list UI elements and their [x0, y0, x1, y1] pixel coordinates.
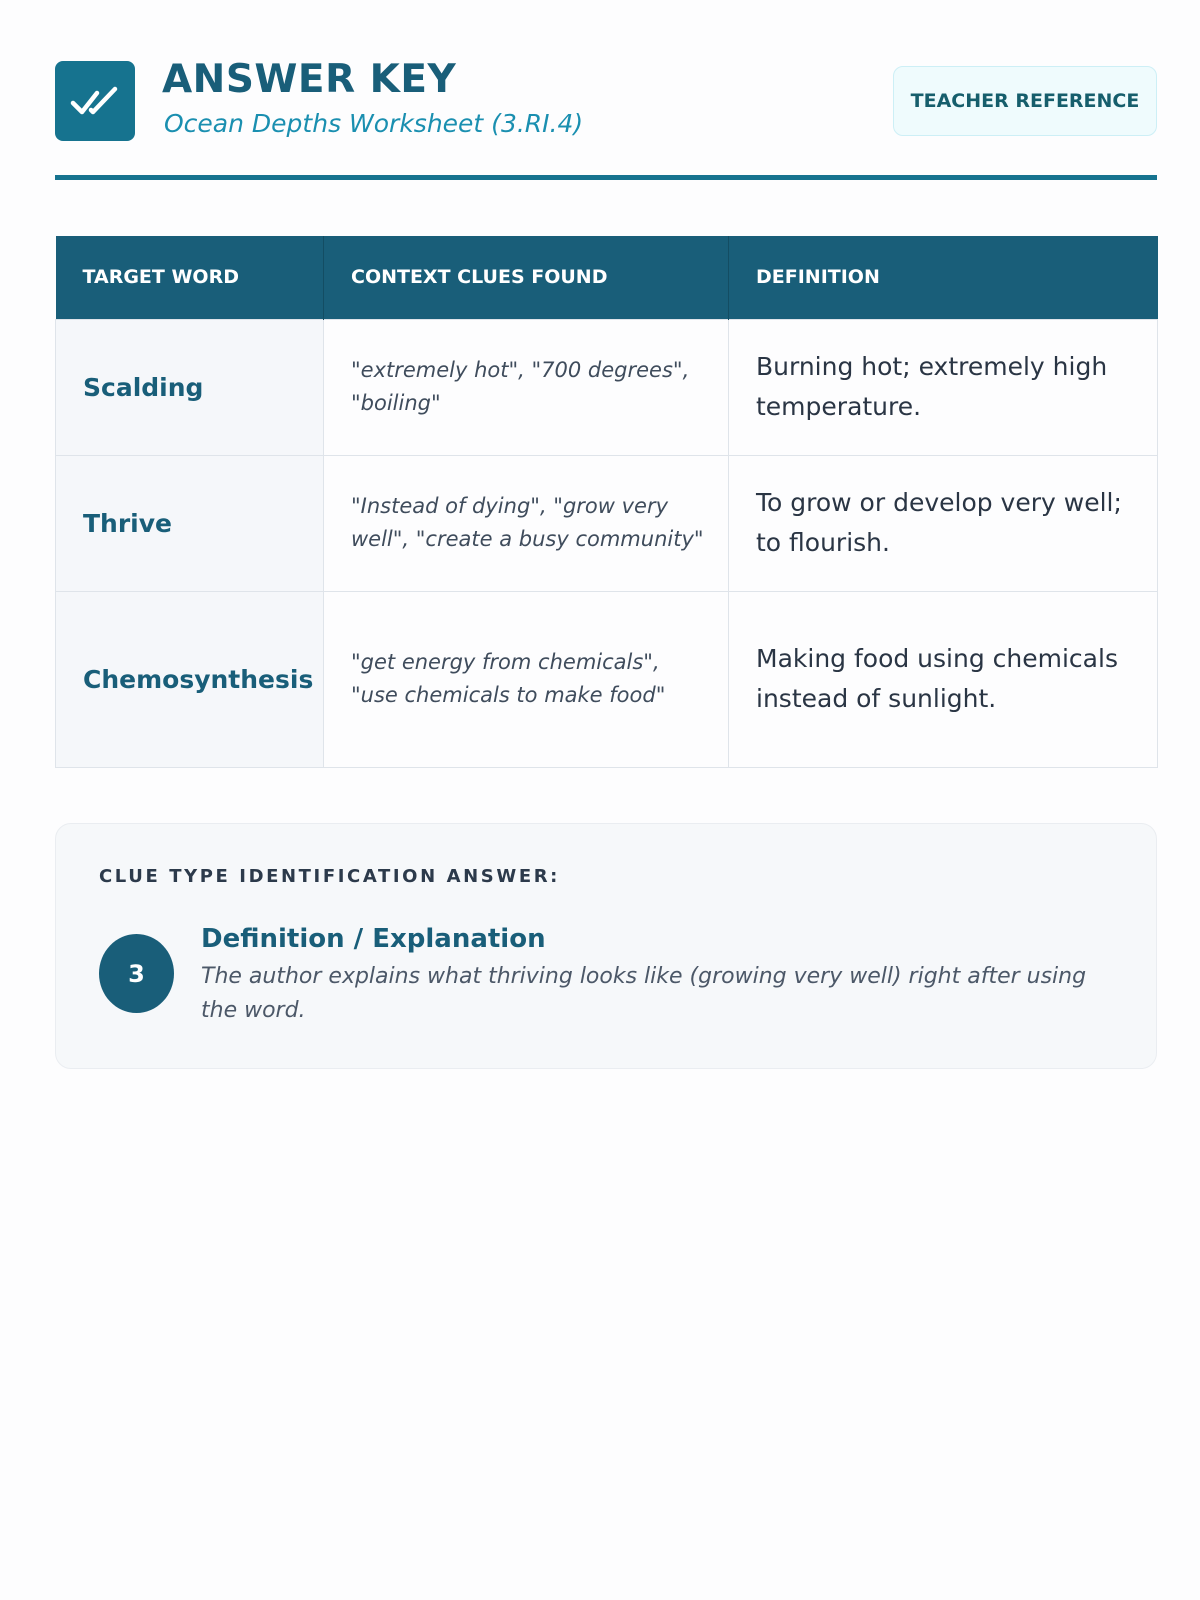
table-header-row — [56, 236, 1158, 319]
table-row — [56, 455, 1158, 591]
column-header-definition: DEFINITION — [729, 236, 1158, 319]
table-row — [56, 319, 1158, 455]
context-clues-cell: "extremely hot", "700 degrees", "boiling" — [324, 319, 729, 455]
definition-cell: Making food using chemicals instead of sunlight. — [729, 591, 1158, 767]
definition-cell: To grow or develop very well; to flourish. — [729, 455, 1158, 591]
double-check-icon — [55, 61, 135, 141]
target-word-cell: Thrive — [56, 455, 324, 591]
context-clues-cell: "Instead of dying", "grow very well", "create a busy community" — [324, 455, 729, 591]
context-clues-cell: "get energy from chemicals", "use chemicals to make food" — [324, 591, 729, 767]
answer-number-badge: 3 — [99, 934, 174, 1013]
column-header-context-clues: CONTEXT CLUES FOUND — [324, 236, 729, 319]
definition-cell: Burning hot; extremely high temperature. — [729, 319, 1158, 455]
page-title: ANSWER KEY — [162, 57, 457, 102]
clue-type-answer-card — [55, 823, 1157, 1069]
clue-type-label: CLUE TYPE IDENTIFICATION ANSWER: — [99, 866, 560, 887]
target-word-cell: Chemosynthesis — [56, 591, 324, 767]
answer-title: Definition / Explanation — [201, 924, 546, 954]
vocabulary-table — [55, 236, 1158, 768]
page-subtitle: Ocean Depths Worksheet (3.RI.4) — [164, 109, 584, 138]
target-word-cell: Scalding — [56, 319, 324, 455]
answer-description: The author explains what thriving looks like (growing very well) right after using the word. — [201, 964, 1087, 1023]
header — [55, 57, 1157, 141]
table-row — [56, 591, 1158, 767]
column-header-target-word: TARGET WORD — [56, 236, 324, 319]
teacher-reference-badge: TEACHER REFERENCE — [893, 66, 1157, 136]
header-divider — [55, 175, 1157, 180]
